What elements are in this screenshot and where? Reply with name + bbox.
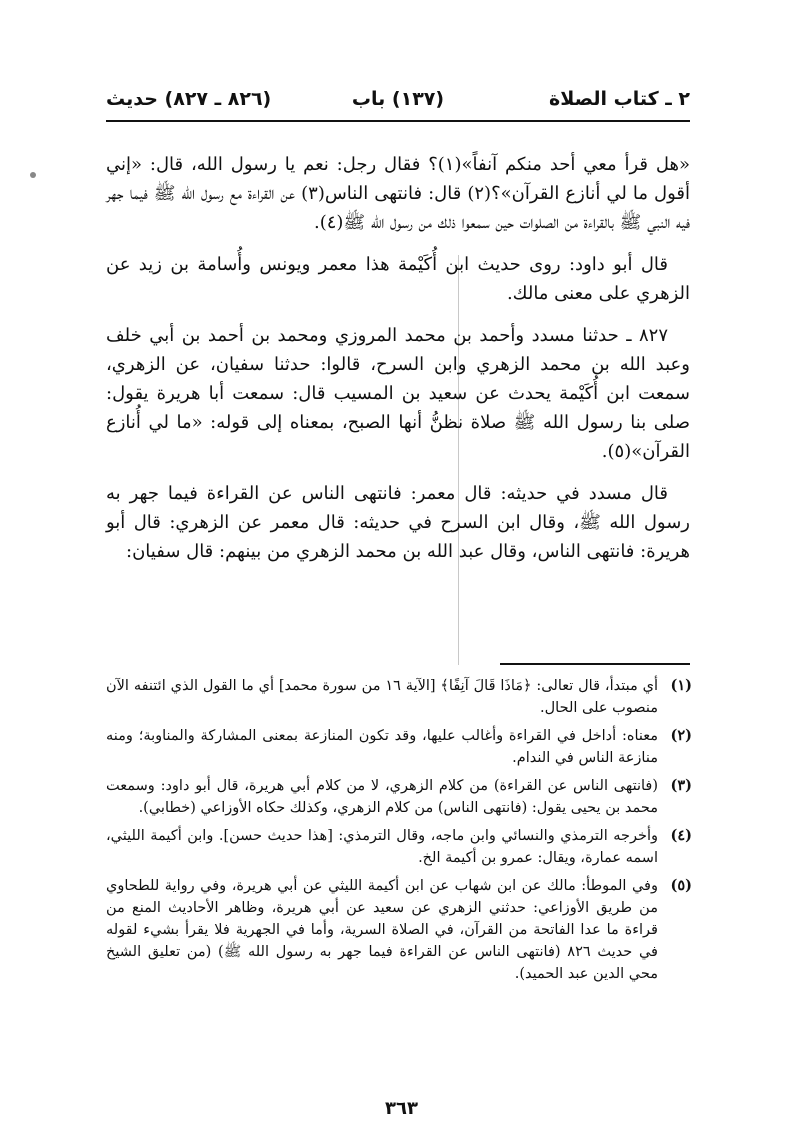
footnote-number: (٥): [670, 877, 692, 894]
paragraph: ٨٢٧ ـ حدثنا مسدد وأحمد بن محمد المروزي ومحمد بن أحمد بن أبي خلف وعبد الله بن محمد الزهري وابن السرح، قالوا: حدثنا سفيان، عن الزهري، سمعت ابن أُكَيْمة يحدث عن سعيد بن المسيب قال: سمعت أبا هريرة يقول: صلى بنا رسول الله ﷺ صلاة نظنُّ أنها الصبح، بمعناه إلى قوله: «ما لي أُنازع القرآن»(٥).: [106, 325, 690, 462]
footnote: [106, 775, 692, 819]
footnote: [106, 825, 692, 869]
footnote-number: (٢): [670, 727, 692, 744]
footnote-number: (٤): [670, 827, 692, 844]
footnote: [106, 725, 692, 769]
footnote-text: وفي الموطأ: مالك عن ابن شهاب عن ابن أكيمة الليثي عن أبي هريرة، وفي رواية للطحاوي من طريق الأوزاعي: حدثني الزهري عن سعيد عن أبي هريرة، وظاهر الأحاديث المنع من قراءة ما عدا الفاتحة من القرآن، في الصلاة السرية، وأما في الجهرية فلا يقرأ بشيء لقوله في حديث ٨٢٦ (فانتهى الناس عن القراءة فيما جهر به رسول الله ﷺ) (من تعليق الشيخ محي الدين عبد الحميد).: [106, 878, 658, 982]
footnote: [106, 675, 692, 719]
page-number: ٣٦٣: [385, 1098, 418, 1119]
paragraph: قال أبو داود: روى حديث ابن أُكَيْمة هذا معمر ويونس وأُسامة بن زيد عن الزهري على معنى مالك.: [106, 254, 690, 304]
header-book-title: ٢ ـ كتاب الصلاة: [549, 88, 690, 110]
main-text: [106, 150, 690, 579]
footnote: [106, 875, 692, 985]
scan-speck: [30, 172, 36, 178]
header-chapter: (١٣٧) باب: [351, 88, 445, 110]
paragraph: قال مسدد في حديثه: قال معمر: فانتهى الناس عن القراءة فيما جهر به رسول الله ﷺ، وقال ابن السرح في حديثه: قال معمر عن الزهري: قال أبو هريرة: فانتهى الناس، وقال عبد الله بن محمد الزهري من بينهم: قال سفيان:: [106, 483, 690, 562]
footnote-text: (فانتهى الناس عن القراءة) من كلام الزهري، لا من كلام أبي هريرة، قال أبو داود: وسمعت محمد بن يحيى يقول: (فانتهى الناس) من كلام الزهري، وكذلك حكاه الأوزاعي (خطابي).: [106, 778, 658, 816]
running-header: [106, 88, 690, 122]
paragraph: «هل قرأ معي أحد منكم آنفاً»(١)؟ فقال رجل: نعم يا رسول الله، قال: «إني أقول ما لي أنازع القرآن»؟(٢) قال: فانتهى الناس(٣) عن القراءة مع رسول الله ﷺ فيما جهر فيه النبي ﷺ بالقراءة من الصلوات حين سمعوا ذلك من رسول الله ﷺ(٤).: [106, 154, 690, 233]
footnote-number: (١): [670, 677, 692, 694]
header-hadith-range: (٨٢٦ ـ ٨٢٧) حديث: [106, 88, 272, 110]
footnote-separator: [500, 663, 690, 665]
footnote-text: أي مبتدأ، قال تعالى: ﴿مَاذَا قَالَ آنِفًا﴾ [الآية ١٦ من سورة محمد] أي ما القول الذي ائتنفه الآن منصوب على الحال.: [106, 678, 658, 716]
footnote-number: (٣): [670, 777, 692, 794]
footnotes: [106, 675, 692, 991]
footnote-text: وأخرجه الترمذي والنسائي وابن ماجه، وقال الترمذي: [هذا حديث حسن]. وابن أكيمة الليثي، اسمه عمارة، ويقال: عمرو بن أكيمة الخ.: [106, 828, 658, 866]
footnote-text: معناه: أداخل في القراءة وأغالب عليها، وقد تكون المنازعة بمعنى المشاركة والمناوبة؛ ومنه منازعة الناس في الندام.: [106, 728, 658, 766]
